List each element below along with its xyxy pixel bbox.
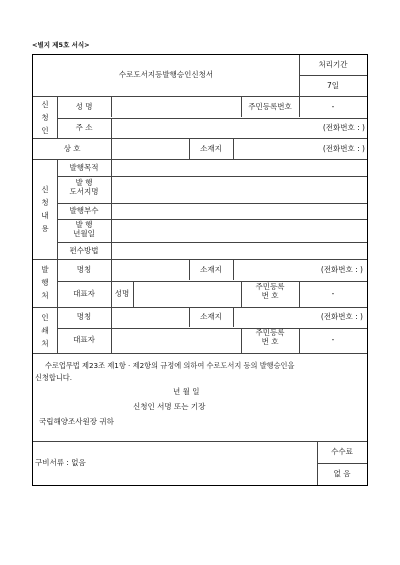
publisher-rrn-label: 주민등록 번 호 bbox=[255, 282, 285, 300]
printer-phone: (전화번호 : ) bbox=[320, 312, 363, 321]
printer-rrn-label: 주민등록 번 호 bbox=[255, 328, 285, 346]
footer-row bbox=[33, 441, 367, 485]
form-title: 수로도서지등발행승인신청서 bbox=[118, 70, 214, 79]
request-section-label: 신 청 내 용 bbox=[41, 185, 49, 233]
publisher-section bbox=[33, 260, 367, 308]
printer-rrn-value: - bbox=[331, 335, 335, 344]
copies-label: 발행부수 bbox=[69, 206, 99, 215]
printer-location-label: 소재지 bbox=[200, 312, 222, 321]
form-number-header: <별지 제5호 서식> bbox=[32, 41, 90, 49]
fee-label: 수수료 bbox=[331, 447, 353, 456]
processing-period-label: 처리기간 bbox=[318, 60, 348, 69]
publisher-rrn-value: - bbox=[331, 289, 335, 298]
printer-section-label: 인 쇄 처 bbox=[41, 313, 49, 348]
statement-line-2: 신청합니다. bbox=[35, 373, 73, 382]
publisher-location-label: 소재지 bbox=[200, 265, 222, 274]
business-row bbox=[33, 139, 367, 160]
publication-date-label: 발 행 년월일 bbox=[73, 220, 95, 238]
publisher-name-label: 명칭 bbox=[76, 265, 92, 274]
publisher-rep-label: 대표자 bbox=[73, 289, 95, 298]
application-form bbox=[32, 54, 368, 486]
printer-name-label: 명칭 bbox=[76, 312, 92, 321]
publisher-rep-name-label: 성명 bbox=[114, 289, 130, 298]
purpose-label: 발행목적 bbox=[69, 163, 99, 172]
applicant-rrn-label: 주민등록번호 bbox=[248, 102, 292, 111]
edit-method-label: 편수방법 bbox=[69, 246, 99, 255]
applicant-signature-line: 신청인 서명 또는 기장 bbox=[133, 402, 206, 411]
applicant-address-label: 주 소 bbox=[75, 123, 93, 132]
applicant-section bbox=[33, 97, 367, 139]
application-date: 년 월 일 bbox=[173, 387, 200, 396]
fee-value: 없 음 bbox=[333, 469, 351, 478]
publisher-section-label: 발 행 처 bbox=[41, 265, 49, 300]
applicant-rrn-value: - bbox=[331, 102, 335, 111]
applicant-phone: (전화번호 : ) bbox=[322, 123, 365, 132]
applicant-name-label: 성 명 bbox=[75, 102, 93, 111]
request-section bbox=[33, 160, 367, 260]
business-phone: (전화번호 : ) bbox=[322, 144, 365, 153]
printer-section bbox=[33, 308, 367, 354]
title-row bbox=[33, 55, 367, 97]
recipient: 국립해양조사원장 귀하 bbox=[39, 417, 114, 426]
statement-line-1: 수로업무법 제23조 제1항 · 제2항의 규정에 의하여 수로도서지 등의 발행승인을 bbox=[45, 361, 295, 370]
business-name-label: 상 호 bbox=[63, 144, 81, 153]
applicant-section-label: 신 청 인 bbox=[41, 100, 49, 135]
business-location-label: 소재지 bbox=[200, 144, 222, 153]
printer-rep-label: 대표자 bbox=[73, 335, 95, 344]
processing-period-value: 7일 bbox=[326, 81, 340, 90]
publication-title-label: 발 행 도서지명 bbox=[69, 178, 99, 196]
required-documents: 구비서류 : 없음 bbox=[35, 458, 86, 467]
publisher-phone: (전화번호 : ) bbox=[320, 265, 363, 274]
